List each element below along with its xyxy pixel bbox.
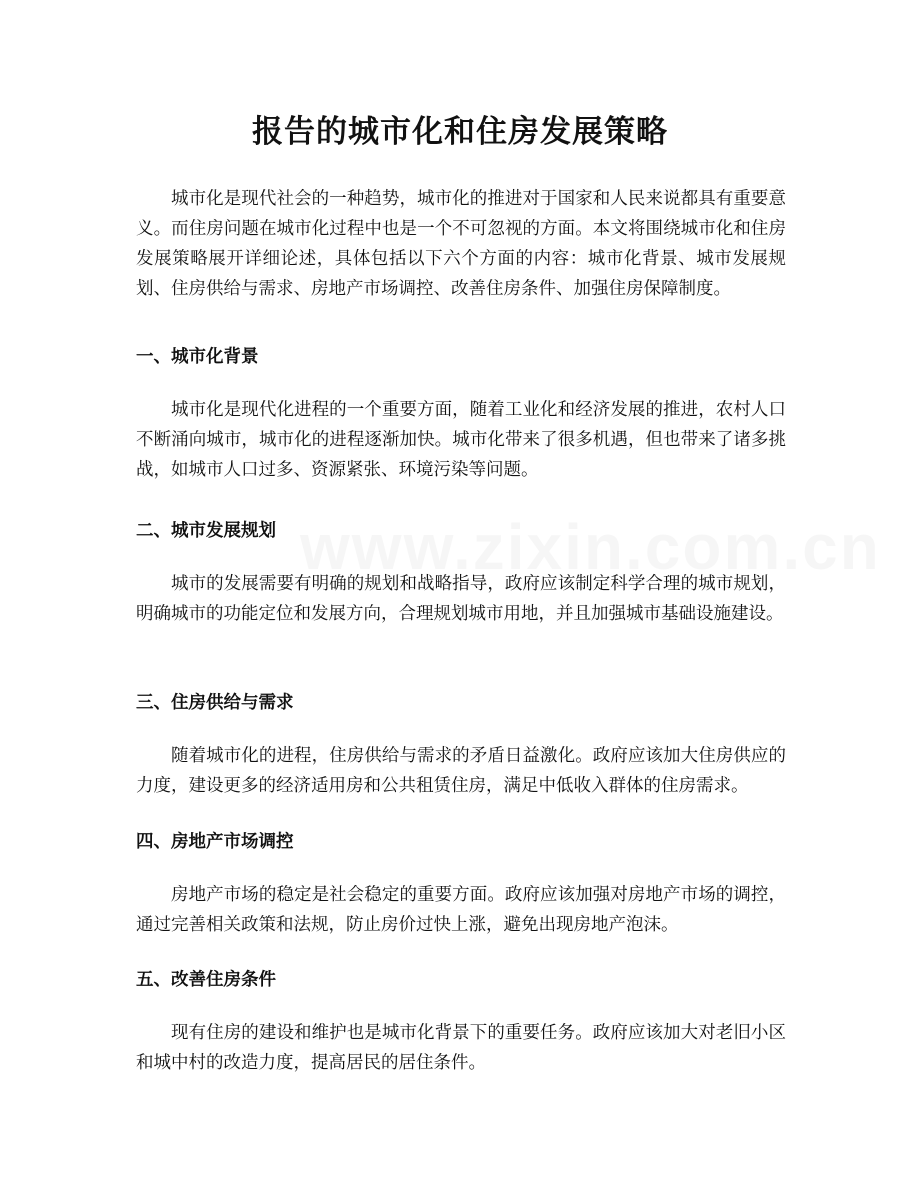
section-body-5: 现有住房的建设和维护也是城市化背景下的重要任务。政府应该加大对老旧小区和城中村的改造力度，提高居民的居住条件。 xyxy=(136,1023,786,1073)
section-heading-3: 三、住房供给与需求 xyxy=(136,693,294,713)
section-heading-4: 四、房地产市场调控 xyxy=(136,832,294,852)
section-body-4: 房地产市场的稳定是社会稳定的重要方面。政府应该加强对房地产市场的调控，通过完善相关政策和法规，防止房价过快上涨，避免出现房地产泡沫。 xyxy=(136,885,786,935)
section-heading-2: 二、城市发展规划 xyxy=(136,521,276,541)
page-title: 报告的城市化和住房发展策略 xyxy=(252,114,668,150)
section-body-1: 城市化是现代化进程的一个重要方面，随着工业化和经济发展的推进，农村人口不断涌向城市，城市化的进程逐渐加快。城市化带来了很多机遇，但也带来了诸多挑战，如城市人口过多、资源紧张、环境污染等问题。 xyxy=(136,400,786,480)
section-heading-1: 一、城市化背景 xyxy=(136,347,259,367)
section-body-2: 城市的发展需要有明确的规划和战略指导，政府应该制定科学合理的城市规划，明确城市的功能定位和发展方向，合理规划城市用地，并且加强城市基础设施建设。 xyxy=(136,574,786,624)
section-body-3: 随着城市化的进程，住房供给与需求的矛盾日益激化。政府应该加大住房供应的力度，建设更多的经济适用房和公共租赁住房，满足中低收入群体的住房需求。 xyxy=(136,746,786,796)
section-heading-5: 五、改善住房条件 xyxy=(136,970,276,990)
intro-paragraph: 城市化是现代社会的一种趋势，城市化的推进对于国家和人民来说都具有重要意义。而住房问题在城市化过程中也是一个不可忽视的方面。本文将围绕城市化和住房发展策略展开详细论述，具体包括以下六个方面的内容：城市化背景、城市发展规划、住房供给与需求、房地产市场调控、改善住房条件、加强住房保障制度。 xyxy=(136,189,786,299)
